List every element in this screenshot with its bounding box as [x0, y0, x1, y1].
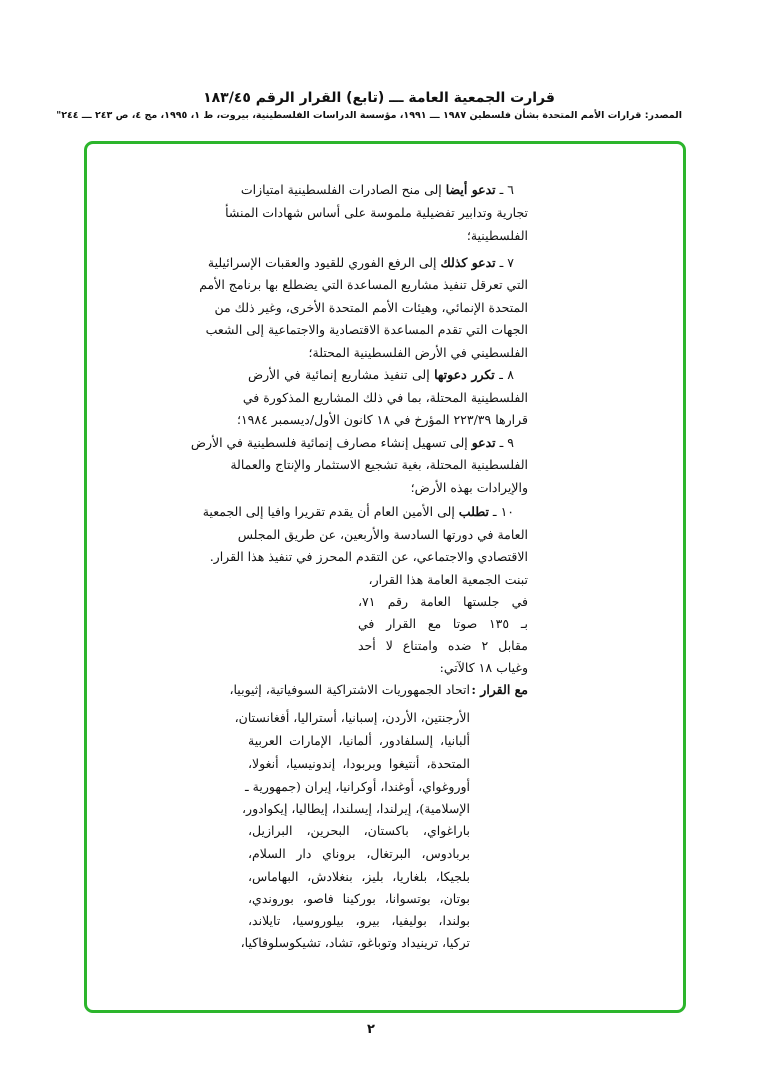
adoption-line: وغياب ١٨ كالآتي:	[439, 660, 528, 675]
paragraph-line: المتحدة الإنمائي، وهيئات الأمم المتحدة الأخرى، وغير ذلك من	[214, 300, 528, 315]
paragraph-6-first-line	[240, 181, 514, 199]
para-number: ٦ ـ	[495, 182, 514, 197]
page-number: ٢	[367, 1022, 375, 1037]
paragraph-line: الجهات التي تقدم المساعدة الاقتصادية والاجتماعية إلى الشعب	[205, 322, 528, 337]
paragraph-9-first-line	[190, 434, 514, 452]
paragraph-line: التي تعرقل تنفيذ مشاريع المساعدة التي يضطلع بها برنامج الأمم	[199, 277, 528, 292]
adoption-line: في جلستها العامة رقم ٧١،	[358, 594, 528, 609]
paragraph-line: والإيرادات بهذه الأرض؛	[410, 480, 528, 495]
para-text: إلى منح الصادرات الفلسطينية امتيازات	[240, 182, 446, 197]
paragraph-line: الفلسطيني في الأرض الفلسطينية المحتلة؛	[308, 345, 528, 360]
para-text: إلى تنفيذ مشاريع إنمائية في الأرض	[248, 367, 435, 382]
votes-in-favor-label: مع القرار :	[471, 682, 528, 697]
para-text: إلى الأمين العام أن يقدم تقريرا وافيا إلى الجمعية	[202, 504, 459, 519]
vote-country-line: بوتان، بوتسوانا، بوركينا فاصو، بوروندي،	[248, 891, 470, 906]
paragraph-10-first-line	[202, 503, 514, 521]
adoption-line: بـ ١٣٥ صوتا مع القرار في	[358, 616, 528, 631]
vote-country-line: الإسلامية)، إيرلندا، إيسلندا، إيطاليا، إيكوادور،	[242, 801, 470, 816]
para-text: إلى تسهيل إنشاء مصارف إنمائية فلسطينية في الأرض	[190, 435, 472, 450]
paragraph-line: الفلسطينية المحتلة، بغية تشجيع الاستثمار والإنتاج والعمالة	[230, 457, 528, 472]
source-citation: المصدر: قرارات الأمم المتحدة بشأن فلسطين ١٩٨٧ ـــ ١٩٩١، مؤسسة الدراسات الفلسطينية، بيروت، ط ١، ١٩٩٥، مج ٤، ص ٢٤٣ ـــ ٢٤٤"	[56, 110, 682, 121]
para-lead: تدعو أيضا	[445, 182, 496, 197]
vote-country-line: أوروغواي، أوغندا، أوكرانيا، إيران (جمهورية ـ	[245, 779, 470, 794]
paragraph-7-first-line	[207, 254, 514, 272]
paragraph-line: الفلسطينية المحتلة، بما في ذلك المشاريع المذكورة في	[242, 390, 528, 405]
para-number: ٨ ـ	[494, 367, 515, 382]
vote-country-line: تركيا، ترينيداد وتوباغو، تشاد، تشيكوسلوفاكيا،	[240, 935, 470, 950]
paragraph-line: الفلسطينية؛	[466, 228, 528, 243]
paragraph-line: تجارية وتدابير تفضيلية ملموسة على أساس شهادات المنشأ	[225, 205, 528, 220]
adoption-line: مقابل ٢ ضده وامتناع لا أحد	[358, 638, 528, 653]
para-lead: تدعو كذلك	[440, 255, 496, 270]
vote-country-line: اتحاد الجمهوريات الاشتراكية السوفياتية، إثيوبيا،	[229, 682, 470, 697]
para-text: إلى الرفع الفوري للقيود والعقبات الإسرائيلية	[207, 255, 441, 270]
vote-country-line: المتحدة، أنتيغوا وبربودا، إندونيسيا، أنغولا،	[248, 756, 470, 771]
paragraph-line: العامة في دورتها السادسة والأربعين، عن طريق المجلس	[237, 527, 528, 542]
para-number: ١٠ ـ	[488, 504, 514, 519]
vote-country-line: بربادوس، البرتغال، بروناي دار السلام،	[248, 846, 470, 861]
vote-country-line: باراغواي، باكستان، البحرين، البرازيل،	[248, 823, 470, 838]
paragraph-line: قرارها ٢٢٣/٣٩ المؤرخ في ١٨ كانون الأول/ديسمبر ١٩٨٤؛	[236, 412, 528, 427]
paragraph-8-first-line	[248, 366, 514, 384]
page-title: قرارت الجمعية العامة ـــ (تابع) القرار الرقم ١٨٣/٤٥	[203, 90, 555, 106]
vote-country-line: ألبانيا، إلسلفادور، ألمانيا، الإمارات العربية	[248, 733, 470, 748]
adoption-line: تبنت الجمعية العامة هذا القرار،	[368, 572, 528, 587]
vote-country-line: بلجيكا، بلغاريا، بليز، بنغلادش، البهاماس،	[248, 869, 470, 884]
para-lead: تطلب	[458, 504, 489, 519]
para-lead: تكرر دعوتها	[434, 367, 495, 382]
para-number: ٧ ـ	[495, 255, 514, 270]
para-lead: تدعو	[471, 435, 496, 450]
vote-country-line: بولندا، بوليفيا، بيرو، بيلوروسيا، تايلاند،	[248, 913, 470, 928]
paragraph-line: الاقتصادي والاجتماعي، عن التقدم المحرز في تنفيذ هذا القرار.	[209, 549, 528, 564]
para-number: ٩ ـ	[495, 435, 514, 450]
vote-country-line: الأرجنتين، الأردن، إسبانيا، أستراليا، أفغانستان،	[234, 710, 470, 725]
